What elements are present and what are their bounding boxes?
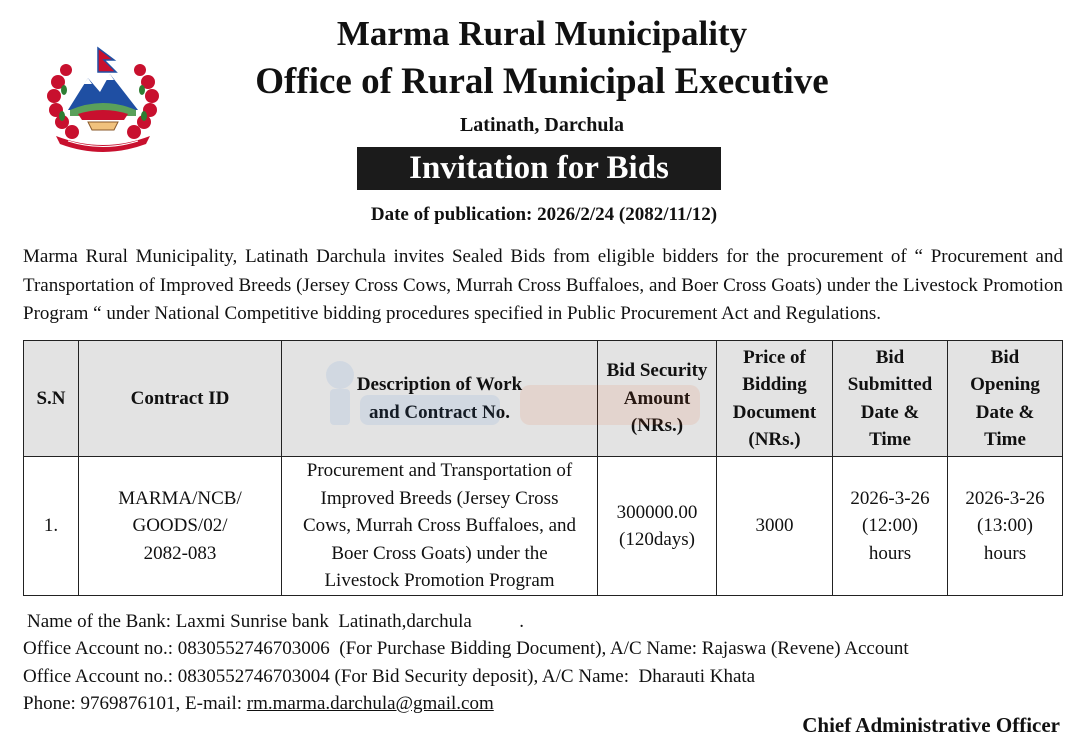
contract-id-line3: 2082-083 bbox=[143, 542, 217, 564]
contract-id-line1: MARMA/NCB/ bbox=[118, 487, 242, 509]
submitted-time: (12:00) bbox=[862, 515, 918, 537]
header-description bbox=[282, 341, 598, 457]
bids-table bbox=[23, 340, 1063, 596]
office-account-1: Office Account no.: 0830552746703006 (For Purchase Bidding Document), A/C Name: Rajaswa (Revene) Account bbox=[23, 638, 909, 659]
submitted-date: 2026-3-26 bbox=[850, 487, 930, 509]
cell-submitted bbox=[833, 457, 948, 596]
header-price-doc: Price of Bidding Document (NRs.) bbox=[717, 341, 833, 457]
intro-paragraph: Marma Rural Municipality, Latinath Darchula invites Sealed Bids from eligible bidders for the procurement of “ Procurement and Transportation of Improved Breeds (Jersey Cross Cows, Murrah Cross Buffaloes, and Boer Cross Goats) under the Livestock Promotion Program “ under National Competitive bidding procedures specified in Public Procurement Act and Regulations. bbox=[23, 246, 1063, 324]
office-title: Office of Rural Municipal Executive bbox=[255, 61, 829, 102]
header-submitted: Bid Submitted Date & Time bbox=[833, 341, 948, 457]
cell-sn: 1. bbox=[24, 457, 79, 596]
header-bid-security: Bid Security Amount (NRs.) bbox=[598, 341, 717, 457]
contact-line bbox=[23, 693, 494, 715]
opening-unit: hours bbox=[983, 542, 1027, 564]
bid-security-amount: 300000.00 bbox=[616, 501, 698, 523]
municipality-name: Marma Rural Municipality bbox=[336, 14, 748, 53]
notice-title-banner: Invitation for Bids bbox=[357, 147, 721, 190]
header-opening: Bid Opening Date & Time bbox=[948, 341, 1063, 457]
cell-bid-security bbox=[598, 457, 717, 596]
submitted-unit: hours bbox=[868, 542, 912, 564]
header-contract-id: Contract ID bbox=[79, 341, 282, 457]
office-address: Latinath, Darchula bbox=[459, 114, 625, 136]
bid-security-validity: (120days) bbox=[619, 529, 695, 550]
cell-description: Procurement and Transportation of Improved Breeds (Jersey Cross Cows, Murrah Cross Buffaloes, and Boer Cross Goats) under the Livestock Promotion Program bbox=[282, 457, 598, 596]
phone-label: Phone: 9769876101, E-mail: bbox=[23, 693, 247, 714]
contract-id-line2: GOODS/02/ bbox=[132, 515, 228, 537]
bank-name-line: Name of the Bank: Laxmi Sunrise bank Latinath,darchula . bbox=[27, 611, 525, 632]
table-row bbox=[24, 457, 1063, 596]
email-link[interactable]: rm.marma.darchula@gmail.com bbox=[246, 693, 494, 714]
publication-date: Date of publication: 2026/2/24 (2082/11/12) bbox=[370, 204, 718, 225]
cell-price-doc: 3000 bbox=[717, 457, 833, 596]
header-description-line1: Description of Work bbox=[356, 374, 523, 395]
opening-date: 2026-3-26 bbox=[965, 487, 1045, 509]
opening-time: (13:00) bbox=[977, 515, 1033, 537]
signatory-title: Chief Administrative Officer bbox=[802, 713, 1060, 737]
table-header-row bbox=[24, 341, 1063, 457]
cell-contract-id bbox=[79, 457, 282, 596]
office-account-2: Office Account no.: 0830552746703004 (For Bid Security deposit), A/C Name: Dharauti Khata bbox=[23, 666, 756, 687]
header-sn: S.N bbox=[24, 341, 79, 457]
cell-opening bbox=[948, 457, 1063, 596]
header-description-line2: and Contract No. bbox=[369, 401, 510, 423]
